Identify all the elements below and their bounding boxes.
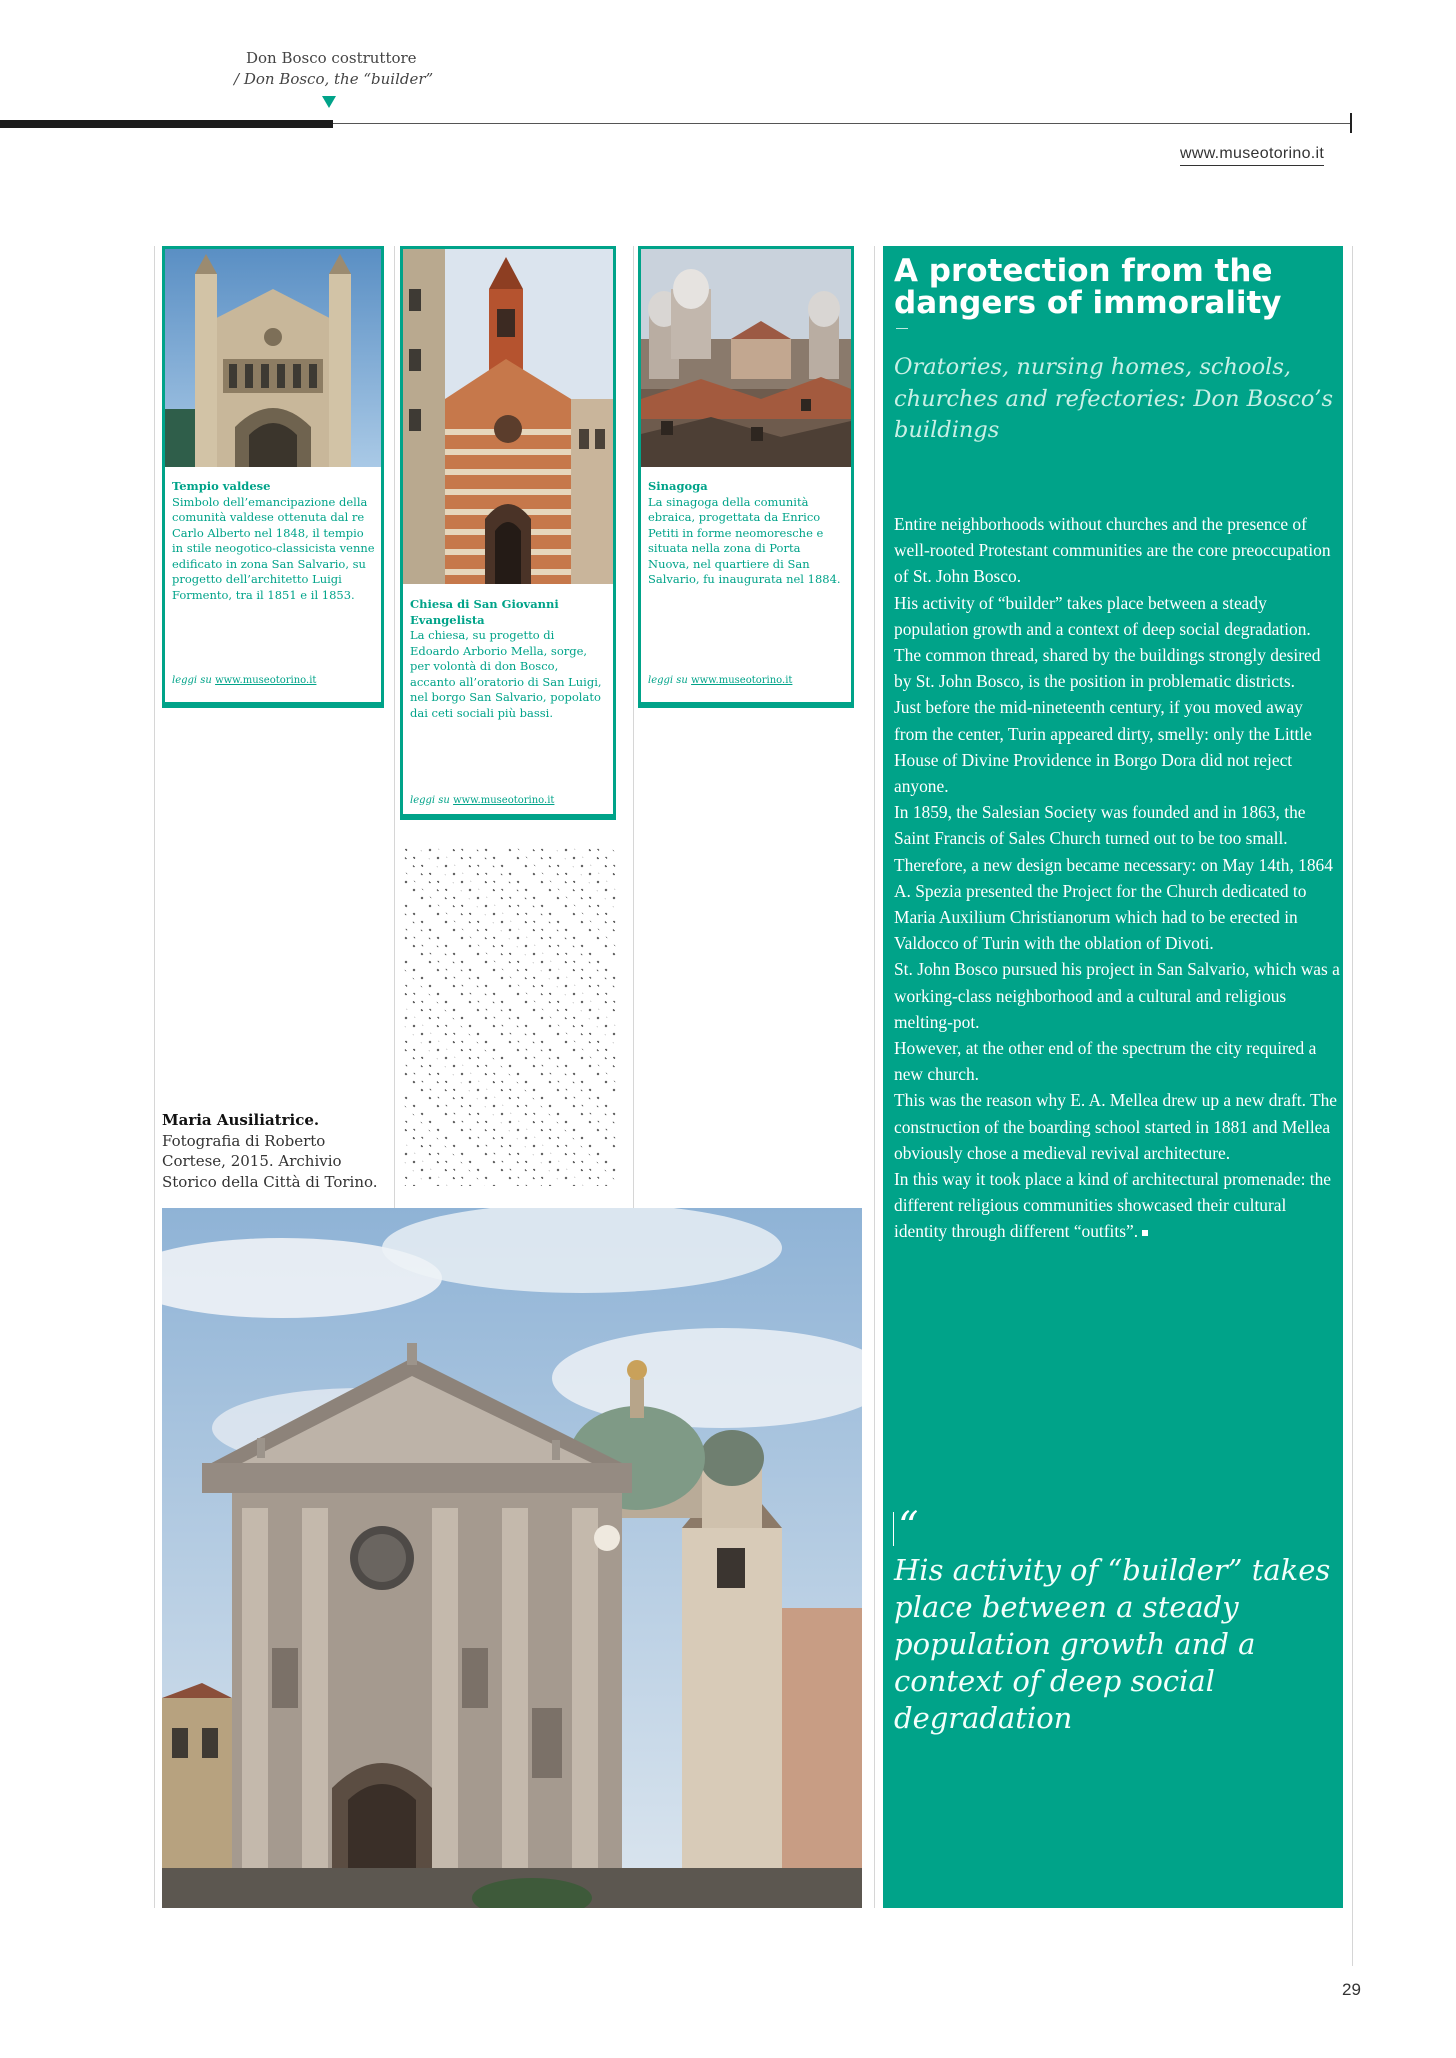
card-link[interactable]: www.museotorino.it xyxy=(691,675,793,686)
site-url-link[interactable]: www.museotorino.it xyxy=(1180,145,1324,166)
pull-quote: His activity of “builder” takes place between a steady population growth and a context of deep social degradation xyxy=(894,1553,1331,1735)
card-title: Tempio valdese xyxy=(172,479,271,493)
header-rule-tick xyxy=(1350,113,1352,133)
photo-caption xyxy=(162,1110,392,1192)
article-paragraph: In this way it took place a kind of architectural promenade: the different religious communities showcased their cultural identity through different “outfits”. xyxy=(894,1169,1332,1242)
card-caption xyxy=(410,597,607,721)
article-paragraph: This was the reason why E. A. Mellea drew up a new draft. The construction of the boarding school started in 1881 and Mellea obviously chose a medieval revival architecture. xyxy=(894,1090,1338,1163)
article-body xyxy=(894,511,1340,1245)
article-paragraph: In 1859, the Salesian Society was founded and in 1863, the Saint Francis of Sales Church turned out to be too small. Therefore, a new design became necessary: on May 14th, 1864 A. Spezia presented the Project for the Church dedicated to Maria Auxilium Christianorum which had to be erected in Valdocco of Turin with the oblation of Divoti. xyxy=(894,802,1333,954)
article-paragraph: His activity of “builder” takes place between a steady population growth and a context of deep social degradation. The common thread, shared by the buildings strongly desired by St. John Bosco, is the position in problematic districts. xyxy=(894,592,1321,692)
header-title-it: Don Bosco costruttore xyxy=(246,49,417,67)
article-paragraph: Just before the mid-nineteenth century, if you moved away from the center, Turin appeared dirty, smelly: only the Little House of Divine Providence in Borgo Dora did not reject anyone. xyxy=(894,697,1312,797)
guide-line xyxy=(154,246,155,1908)
quote-mark: “ xyxy=(898,1504,919,1550)
running-header xyxy=(234,48,506,90)
article-paragraph: St. John Bosco pursued his project in San Salvario, which was a working-class neighborhood and a cultural and religious melting-pot. xyxy=(894,959,1340,1032)
article-title: A protection from the dangers of immorality xyxy=(894,253,1282,321)
article-paragraph: However, at the other end of the spectrum the city required a new church. xyxy=(894,1038,1317,1085)
card-title: Chiesa di San Giovanni Evangelista xyxy=(410,597,559,627)
card-text: La chiesa, su progetto di Edoardo Arborio Mella, sorge, per volontà di don Bosco, accanto all’oratorio di San Luigi, nel borgo San Salvario, popolato dai ceti sociali più bassi. xyxy=(410,628,602,720)
guide-line xyxy=(1352,246,1353,1966)
guide-line xyxy=(394,246,395,1210)
sinagoga-photo xyxy=(641,249,851,467)
san-giovanni-photo xyxy=(403,249,613,584)
header-rule-thick xyxy=(0,120,333,128)
article-subtitle: Oratories, nursing homes, schools, churches and refectories: Don Bosco’s buildings xyxy=(894,354,1334,443)
article-paragraph: Entire neighborhoods without churches and the presence of well-rooted Protestant communities are the core preoccupation of St. John Bosco. xyxy=(894,514,1331,587)
header-title-en: / Don Bosco, the “builder” xyxy=(234,70,434,88)
card-sinagoga xyxy=(638,246,854,708)
card-caption xyxy=(648,479,845,588)
card-caption xyxy=(172,479,375,603)
tempio-valdese-photo xyxy=(165,249,381,467)
card-link[interactable]: www.museotorino.it xyxy=(215,675,317,686)
card-title: Sinagoga xyxy=(648,479,708,493)
card-san-giovanni xyxy=(400,246,616,820)
end-mark-icon xyxy=(1142,1230,1148,1236)
card-link[interactable]: www.museotorino.it xyxy=(453,795,555,806)
quote-rule xyxy=(893,1512,894,1546)
card-text: La sinagoga della comunità ebraica, progettata da Enrico Petiti in forme neomoresche e situata nella zona di Porta Nuova, nel quartiere di San Salvario, fu inaugurata nel 1884. xyxy=(648,494,841,586)
page-number: 29 xyxy=(1342,1980,1361,1999)
card-read-more: leggi su www.museotorino.it xyxy=(648,675,793,686)
card-read-more: leggi su www.museotorino.it xyxy=(410,795,555,806)
maria-ausiliatrice-photo xyxy=(162,1208,862,1908)
header-marker-icon xyxy=(322,96,336,108)
photo-caption-title: Maria Ausiliatrice. xyxy=(162,1111,320,1129)
card-text: Simbolo dell’emancipazione della comunità valdese ottenuta dal re Carlo Alberto nel 1848, il tempio in stile neogotico-classicista venne edificato in zona San Salvario, su progetto dell’architetto Luigi Formento, tra il 1851 e il 1853. xyxy=(172,494,375,602)
card-read-more: leggi su www.museotorino.it xyxy=(172,675,317,686)
card-tempio-valdese xyxy=(162,246,384,708)
guide-line xyxy=(874,246,875,1908)
photo-caption-text: Fotografia di Roberto Cortese, 2015. Archivio Storico della Città di Torino. xyxy=(162,1131,378,1191)
dotted-pattern xyxy=(402,846,620,1186)
header-rule-thin xyxy=(333,123,1350,124)
title-divider xyxy=(896,328,908,329)
